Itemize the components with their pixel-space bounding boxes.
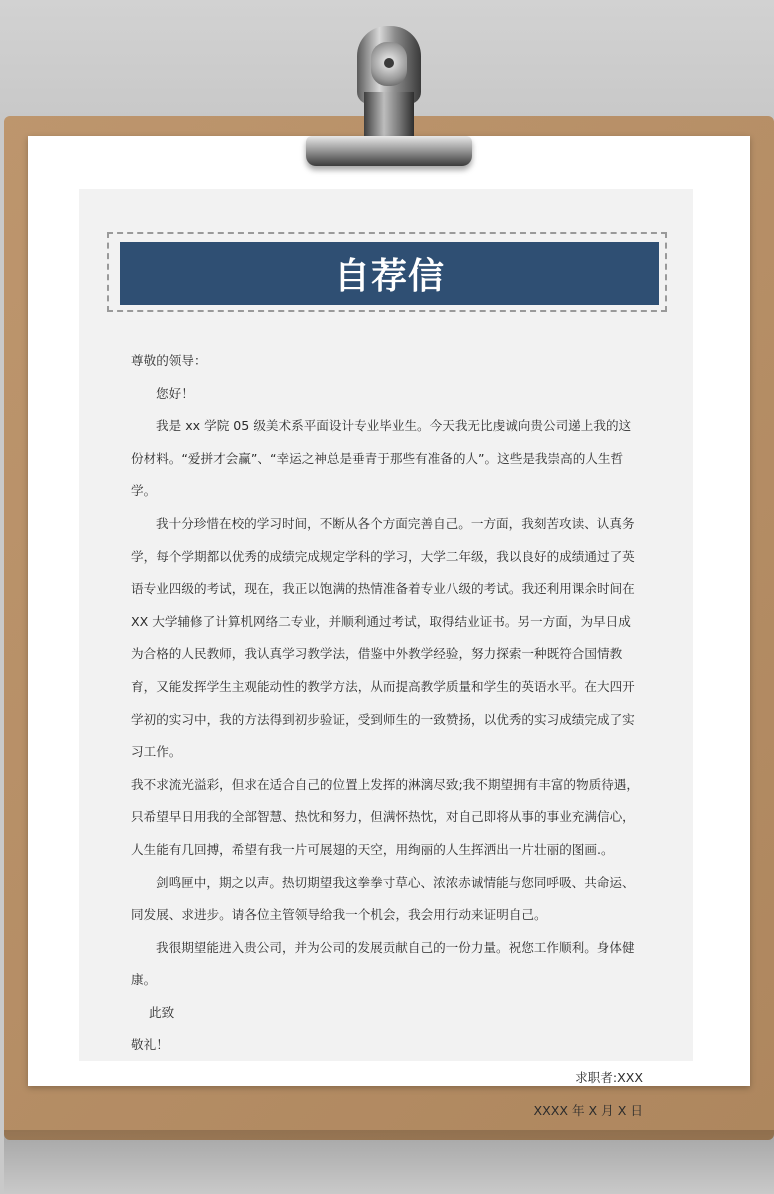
clip-base xyxy=(306,136,472,166)
letter-body xyxy=(131,345,643,1127)
paragraph-attitude: 我不求流光溢彩，但求在适合自己的位置上发挥的淋漓尽致;我不期望拥有丰富的物质待遇，只希望早日用我的全部智慧、热忱和努力，但满怀热忱，对自己即将从事的事业充满信心，人生能有几回搏，希望有我一片可展翅的天空，用绚丽的人生挥洒出一片壮丽的图画.。 xyxy=(131,776,639,857)
clip-hole xyxy=(384,58,394,68)
paragraph-hope: 剑鸣匣中，期之以声。热切期望我这拳拳寸草心、浓浓赤诚情能与您同呼吸、共命运、同发展、求进步。请各位主管领导给我一个机会，我会用行动来证明自己。 xyxy=(131,874,635,923)
paragraph-intro: 我是 xx 学院 05 级美术系平面设计专业毕业生。今天我无比虔诚向贵公司递上我的这份材料。“爱拼才会赢”、“幸运之神总是垂青于那些有准备的人”。这些是我崇高的人生哲学。 xyxy=(131,418,632,499)
closing-line-2: 敬礼！ xyxy=(131,1037,169,1053)
signature: 求职者:XXX xyxy=(575,1070,643,1086)
binder-clip-icon xyxy=(300,26,476,176)
clipboard-shadow xyxy=(4,1130,774,1194)
salutation: 尊敬的领导： xyxy=(131,353,207,368)
closing-line-1: 此致 xyxy=(149,1004,175,1020)
clip-neck xyxy=(364,92,414,142)
greeting: 您好！ xyxy=(156,385,194,401)
paragraph-wish: 我很期望能进入贵公司，并为公司的发展贡献自己的一份力量。祝您工作顺利。身体健康。 xyxy=(131,939,635,988)
paragraph-study: 我十分珍惜在校的学习时间，不断从各个方面完善自己。一方面，我刻苦攻读、认真务学，每个学期都以优秀的成绩完成规定学科的学习，大学二年级，我以良好的成绩通过了英语专业四级的考试，现在，我正以饱满的热情准备着专业八级的考试。我还利用课余时间在 XX 大学辅修了计算机网络二专业，并顺利通过考试，取得结业证书。另一方面，为早日成为合格的人民教师，我认真学习教学法，借鉴中外教学经验，努力探索一种既符合国情教育，又能发挥学生主观能动性的教学方法，从而提高教学质量和学生的英语水平。在大四开学初的实习中，我的方法得到初步验证，受到师生的一致赞扬，以优秀的实习成绩完成了实习工作。 xyxy=(131,515,635,760)
date: XXXX 年 X 月 X 日 xyxy=(533,1102,643,1118)
letter-title: 自荐信 xyxy=(120,242,659,305)
